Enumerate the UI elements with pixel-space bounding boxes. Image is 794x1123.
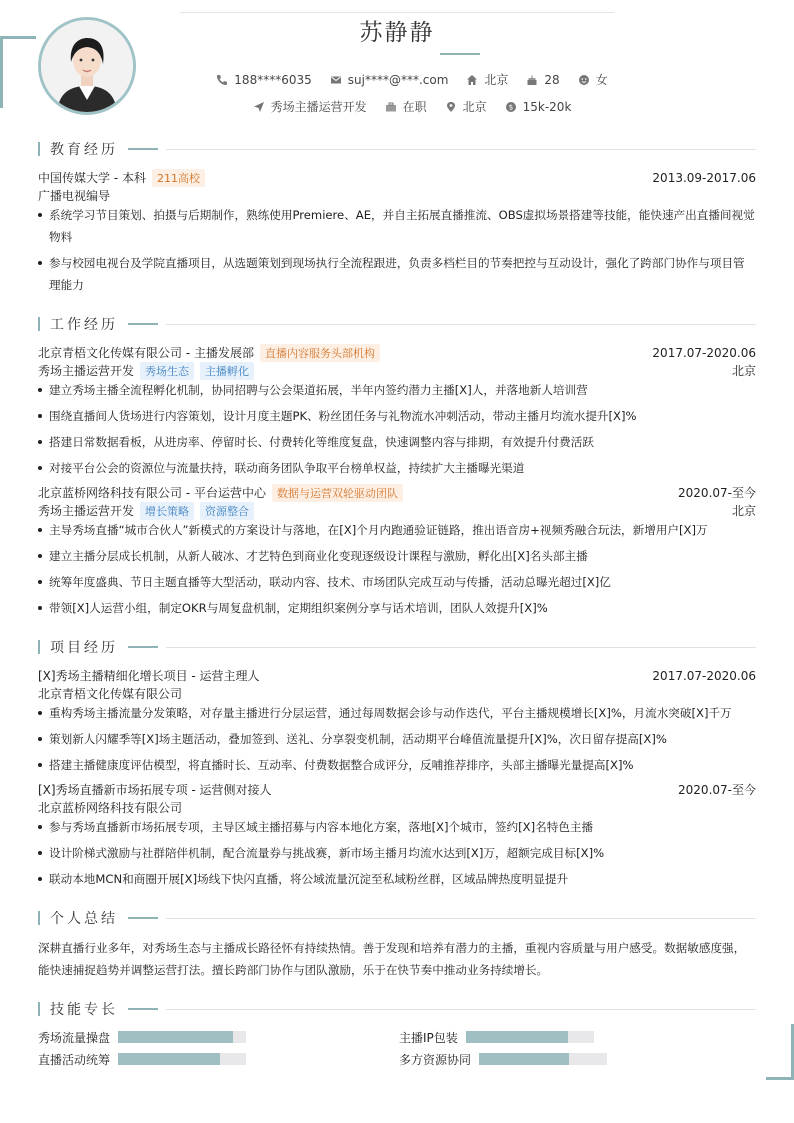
phone-item [216, 73, 311, 87]
education-major: 广播电视编导 [38, 189, 111, 203]
target-job-value: 秀场主播运营开发 [270, 100, 367, 114]
skill-bar-fill [466, 1031, 568, 1043]
work-bullet: 搭建日常数据看板，从进房率、停留时长、付费转化等维度复盘，快速调整内容与排期，有效提升付费活跃 [38, 431, 756, 453]
phone-icon [216, 74, 228, 86]
section-label: 工作经历 [50, 317, 118, 333]
work-title: 北京青梧文化传媒有限公司 - 主播发展部 [38, 346, 254, 360]
work-title: 北京蓝桥网络科技有限公司 - 平台运营中心 [38, 486, 266, 500]
target-job-item [253, 98, 367, 115]
home-icon [466, 74, 478, 86]
money-icon [505, 101, 517, 113]
work-bullet: 对接平台公会的资源位与流量扶持，联动商务团队争取平台榜单权益，持续扩大主播曝光渠道 [38, 457, 756, 479]
skill-item [38, 1030, 246, 1044]
skill-bar [118, 1031, 246, 1043]
project-bullet: 参与秀场直播新市场拓展专项，主导区域主播招募与内容本地化方案，落地[X]个城市，签约[X]名特色主播 [38, 816, 756, 838]
corner-decoration-bottom-right [766, 1024, 794, 1080]
work-city: 北京 [731, 364, 756, 378]
section-title-education [38, 140, 756, 158]
location-icon [445, 101, 457, 113]
work-bullet: 统筹年度盛典、节日主题直播等大型活动，联动内容、技术、市场团队完成互动与传播，活动总曝光超过[X]亿 [38, 571, 756, 593]
work-bullet: 带领[X]人运营小组，制定OKR与周复盘机制，定期组织案例分享与话术培训，团队人效提升[X]% [38, 597, 756, 619]
section-label: 技能专长 [50, 1002, 118, 1018]
contact-info-row [0, 71, 794, 88]
project-company-row [38, 685, 756, 702]
work-bullet: 建立主播分层成长机制，从新人破冰、才艺特色到商业化变现逐级设计课程与激励，孵化出[X]名头部主播 [38, 545, 756, 567]
project-bullet: 搭建主播健康度评估模型，将直播时长、互动率、付费数据整合成评分，反哺推荐排序，头部主播曝光量提高[X]% [38, 754, 756, 776]
work-bullet: 围绕直播间人货场进行内容策划，设计月度主题PK、粉丝团任务与礼物流水冲刺活动，带动主播月均流水提升[X]% [38, 405, 756, 427]
work-bullet: 主导秀场直播“城市合伙人”新模式的方案设计与落地，在[X]个月内跑通验证链路，推出语音房+视频秀融合玩法，新增用户[X]万 [38, 519, 756, 541]
age-value: 28 [544, 72, 560, 87]
candidate-name: 苏静静 [359, 20, 435, 46]
top-divider [180, 12, 614, 13]
education-major-row [38, 187, 756, 204]
cake-icon [526, 74, 538, 86]
education-date: 2013.09-2017.06 [652, 170, 756, 185]
school-tag: 211高校 [152, 169, 205, 187]
work-company-tag: 直播内容服务头部机构 [260, 344, 380, 362]
work-position: 秀场主播运营开发 [38, 364, 135, 378]
work-position-row [38, 362, 756, 379]
project-bullet: 重构秀场主播流量分发策略，对存量主播进行分层运营，通过每周数据会诊与动作迭代，平台主播规模增长[X]%，月流水突破[X]千万 [38, 702, 756, 724]
work-city: 北京 [731, 504, 756, 518]
project-header [38, 781, 756, 798]
work-date: 2017.07-2020.06 [652, 345, 756, 360]
project-date: 2020.07-至今 [678, 783, 756, 797]
work-skill-tag: 主播孵化 [200, 362, 254, 380]
city-value: 北京 [484, 73, 509, 87]
skill-bar [466, 1031, 594, 1043]
project-header [38, 667, 756, 684]
skill-item [399, 1052, 607, 1066]
gender-icon [578, 74, 590, 86]
section-label: 项目经历 [50, 640, 118, 656]
work-skill-tag: 资源整合 [200, 502, 254, 520]
briefcase-icon [385, 101, 397, 113]
skill-bar [479, 1053, 607, 1065]
skill-bar-fill [479, 1053, 569, 1065]
mail-icon [330, 74, 342, 86]
job-intent-row [0, 98, 794, 115]
skill-name: 主播IP包装 [399, 1030, 458, 1045]
target-city-value: 北京 [462, 100, 487, 114]
city-item [466, 71, 508, 88]
project-date: 2017.07-2020.06 [652, 668, 756, 683]
section-title-summary [38, 909, 756, 927]
work-skill-tag: 增长策略 [140, 502, 194, 520]
skill-bar-fill [118, 1053, 220, 1065]
skill-name: 直播活动统筹 [38, 1052, 111, 1067]
work-position: 秀场主播运营开发 [38, 504, 135, 518]
skill-name: 多方资源协同 [399, 1052, 472, 1067]
gender-value: 女 [595, 73, 608, 87]
school-title: 中国传媒大学 - 本科 [38, 171, 146, 185]
project-company-row [38, 799, 756, 816]
project-title: [X]秀场直播新市场拓展专项 - 运营侧对接人 [38, 783, 272, 797]
salary-item [505, 100, 572, 114]
work-header [38, 344, 756, 361]
work-bullet: 建立秀场主播全流程孵化机制，协同招聘与公会渠道拓展，半年内签约潜力主播[X]人，并落地新人培训营 [38, 379, 756, 401]
target-city-item [445, 98, 487, 115]
phone-value: 188****6035 [234, 72, 312, 87]
work-company-tag: 数据与运营双轮驱动团队 [272, 484, 403, 502]
skill-item [399, 1030, 594, 1044]
status-value: 在职 [402, 100, 427, 114]
work-position-row [38, 502, 756, 519]
project-title: [X]秀场主播精细化增长项目 - 运营主理人 [38, 669, 260, 683]
skill-item [38, 1052, 246, 1066]
salary-value: 15k-20k [522, 99, 572, 114]
skill-bar [118, 1053, 246, 1065]
status-item [385, 98, 427, 115]
section-title-skills [38, 1000, 756, 1018]
project-bullet: 设计阶梯式激励与社群陪伴机制，配合流量券与挑战赛，新市场主播月均流水达到[X]万，超额完成目标[X]% [38, 842, 756, 864]
email-value: suj****@***.com [347, 72, 449, 87]
education-bullet: 参与校园电视台及学院直播项目，从选题策划到现场执行全流程跟进，负责多档栏目的节奏把控与互动设计，强化了跨部门协作与项目管理能力 [38, 252, 756, 296]
skill-name: 秀场流量操盘 [38, 1030, 111, 1045]
send-icon [253, 101, 265, 113]
project-company: 北京青梧文化传媒有限公司 [38, 687, 183, 701]
project-bullet: 联动本地MCN和商圈开展[X]场线下快闪直播，将公域流量沉淀至私域粉丝群，区域品牌热度明显提升 [38, 868, 756, 890]
work-header [38, 484, 756, 501]
section-label: 个人总结 [50, 911, 118, 927]
summary-text: 深耕直播行业多年，对秀场生态与主播成长路径怀有持续热情。善于发现和培养有潜力的主播，重视内容质量与用户感受。数据敏感度强，能快速捕捉趋势并调整运营打法。擅长跨部门协作与团队激励，乐于在快节奏中推动业务持续增长。 [38, 941, 746, 977]
email-item [330, 73, 449, 87]
age-item [526, 73, 559, 87]
section-title-projects [38, 638, 756, 656]
skill-bar-fill [118, 1031, 233, 1043]
name-underline [440, 53, 480, 55]
section-label: 教育经历 [50, 142, 118, 158]
project-bullet: 策划新人闪耀季等[X]场主题活动，叠加签到、送礼、分享裂变机制，活动期平台峰值流量提升[X]%，次日留存提高[X]% [38, 728, 756, 750]
work-date: 2020.07-至今 [678, 486, 756, 500]
project-company: 北京蓝桥网络科技有限公司 [38, 801, 183, 815]
work-skill-tag: 秀场生态 [140, 362, 194, 380]
gender-item [578, 71, 608, 88]
section-title-work [38, 315, 756, 333]
education-header [38, 169, 756, 186]
education-bullet: 系统学习节目策划、拍摄与后期制作，熟练使用Premiere、AE，并自主拓展直播推流、OBS虚拟场景搭建等技能，能快速产出直播间视觉物料 [38, 204, 756, 248]
svg-text:$: $ [508, 103, 513, 112]
